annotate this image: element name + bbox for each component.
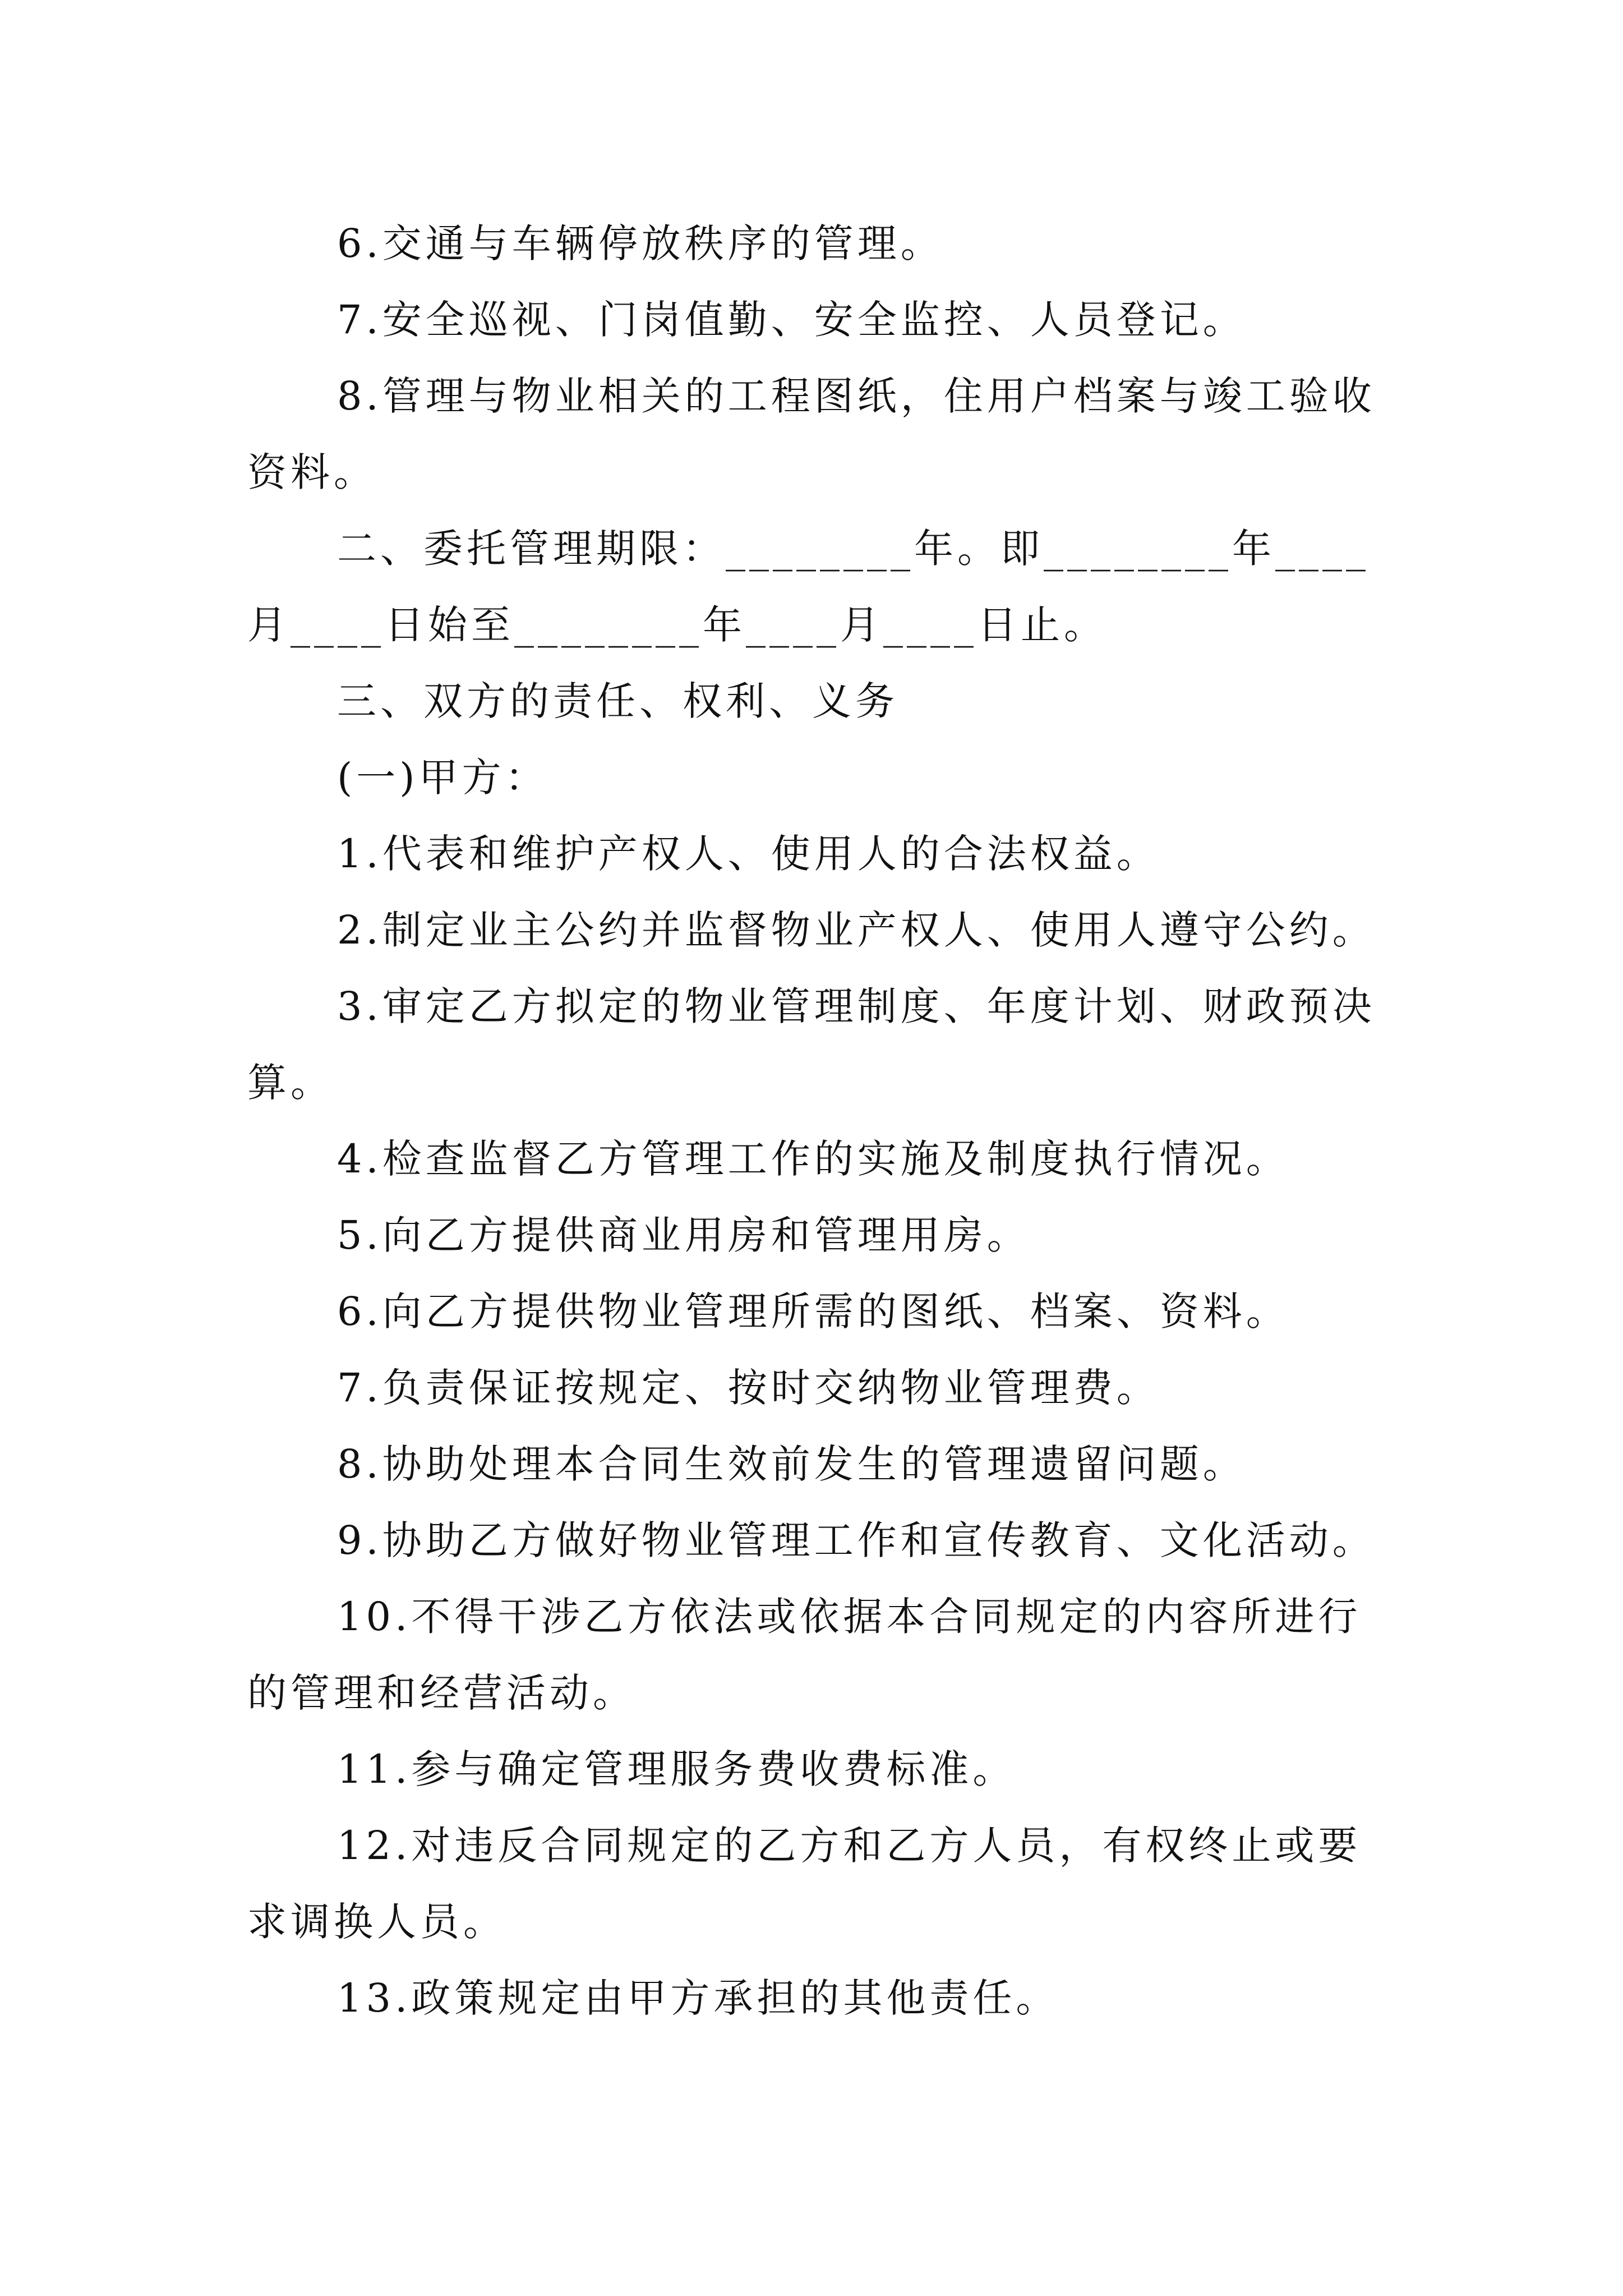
paragraph-party-a-item-1: 1.代表和维护产权人、使用人的合法权益。 [337, 831, 1160, 877]
paragraph-party-a-item-10: 10.不得干涉乙方依法或依据本合同规定的内容所进行的管理和经营活动。 [247, 1594, 1362, 1716]
paragraph-party-a-item-11: 11.参与确定管理服务费收费标准。 [337, 1746, 1016, 1792]
paragraph-section-3-heading: 三、双方的责任、权利、义务 [337, 678, 898, 724]
paragraph-party-a-item-12: 12.对违反合同规定的乙方和乙方人员，有权终止或要求调换人员。 [247, 1823, 1362, 1945]
paragraph-party-a-item-9: 9.协助乙方做好物业管理工作和宣传教育、文化活动。 [337, 1517, 1376, 1563]
paragraph-party-a-heading: (一)甲方： [337, 754, 548, 800]
paragraph-item-7-security: 7.安全巡视、门岗值勤、安全监控、人员登记。 [337, 297, 1246, 343]
paragraph-party-a-item-4: 4.检查监督乙方管理工作的实施及制度执行情况。 [337, 1136, 1289, 1182]
paragraph-party-a-item-8: 8.协助处理本合同生效前发生的管理遗留问题。 [337, 1441, 1246, 1487]
paragraph-section-2-term: 二、委托管理期限：________年。即________年____月____日始至________年____月____日止。 [247, 526, 1370, 648]
paragraph-party-a-item-7: 7.负责保证按规定、按时交纳物业管理费。 [337, 1365, 1160, 1411]
paragraph-party-a-item-6: 6.向乙方提供物业管理所需的图纸、档案、资料。 [337, 1289, 1289, 1335]
document-body [247, 205, 1397, 2036]
paragraph-party-a-item-3: 3.审定乙方拟定的物业管理制度、年度计划、财政预决算。 [247, 983, 1376, 1106]
paragraph-party-a-item-13: 13.政策规定由甲方承担的其他责任。 [337, 1975, 1059, 2021]
paragraph-party-a-item-5: 5.向乙方提供商业用房和管理用房。 [337, 1212, 1030, 1258]
paragraph-item-6-traffic: 6.交通与车辆停放秩序的管理。 [337, 220, 944, 266]
paragraph-party-a-item-2: 2.制定业主公约并监督物业产权人、使用人遵守公约。 [337, 907, 1376, 953]
paragraph-item-8-records: 8.管理与物业相关的工程图纸，住用户档案与竣工验收资料。 [247, 373, 1376, 495]
